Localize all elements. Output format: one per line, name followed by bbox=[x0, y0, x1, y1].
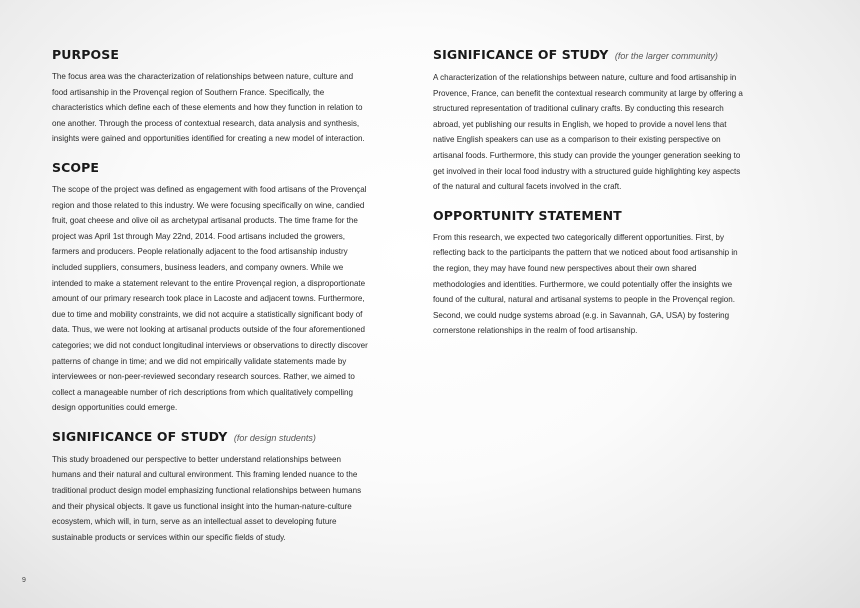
significance-community-subheading: (for the larger community) bbox=[614, 51, 718, 61]
significance-community-section bbox=[433, 46, 749, 195]
significance-students-body: This study broadened our perspective to better understand relationships between humans and their natural and cultural environment. This framing lended nuance to the traditional product design model emphasizing functional relationships between humans and their physical objects. It gave us functional insight into the human-nature-culture ecosystem, which will, in turn, serve as an intellectual asset to developing future sustainable products or services within our specific fields of study. bbox=[52, 454, 362, 542]
significance-community-body: A characterization of the relationships between nature, culture and food artisanship in Provence, France, can benefit the contextual research community at large by offering a structured representation of traditional culinary crafts. By conducting this research abroad, yet publishing our results in English, we hoped to provide a novel lens that native English speakers can use as a comparison to their existing perspective on artisanal foods. Furthermore, this study can provide the younger generation seeking to get involved in their local food industry with a structured guide highlighting key aspects of the natural and cultural facets involved in the craft. bbox=[433, 73, 743, 192]
scope-heading-text: SCOPE bbox=[52, 159, 100, 175]
purpose-heading bbox=[52, 46, 370, 64]
purpose-section bbox=[52, 46, 370, 147]
opportunity-section bbox=[433, 207, 749, 339]
purpose-body: The focus area was the characterization of relationships between nature, culture and food artisanship in the Provençal region of Southern France. Specifically, the characteristics which define each of these elements and how they function in relation to one another. Through the process of contextual research, data analysis and synthesis, insights were gained and opportunities identified for creating a new model of interaction. bbox=[52, 72, 365, 144]
significance-students-heading bbox=[52, 428, 370, 447]
left-column bbox=[52, 46, 370, 557]
significance-students-heading-text: SIGNIFICANCE OF STUDY bbox=[52, 428, 228, 444]
purpose-heading-text: PURPOSE bbox=[52, 47, 119, 62]
opportunity-heading bbox=[433, 207, 749, 225]
significance-students-subheading: (for design students) bbox=[233, 432, 316, 443]
page-number: 9 bbox=[22, 577, 26, 584]
significance-community-heading-text: SIGNIFICANCE OF STUDY bbox=[433, 47, 609, 62]
scope-body: The scope of the project was defined as engagement with food artisans of the Provençal region and those related to this industry. We were focusing specifically on wine, candied fruit, goat cheese and olive oil as archetypal artisanal products. The time frame for the project was April 1st through May 22nd, 2014. Food artisans included the growers, farmers and producers. People relationally adjacent to the food artisanship industry included suppliers, consumers, business leaders, and company owners. While we intended to make a statement relevant to the entire Provençal region, a disproportionate amount of our primary research took place in Lacoste and adjacent towns. Furthermore, due to time and mobility constraints, we did not acquire a statistically significant body of data. Thus, we were not looking at artisanal products outside of the four aforementioned categories; we did not conduct longitudinal interviews or observations to directly discover patterns of change in time; and we did not empirically validate statements made by interviewees or non-peer-reviewed secondary research sources. Rather, we aimed to collect a manageable number of rich descriptions from which qualitatively compelling design opportunities could emerge. bbox=[52, 184, 368, 413]
opportunity-body: From this research, we expected two categorically different opportunities. First, by reflecting back to the participants the pattern that we noticed about food artisanship in the region, they may have found new perspectives about their own shared methodologies and identities. Furthermore, we could potentially offer the insights we found of the cultural, natural and artisanal systems to people in the Provençal region. Second, we could nudge systems abroad (e.g. in Savannah, GA, USA) by fostering cornerstone relationships in the realm of food artisanship. bbox=[433, 232, 738, 336]
right-column bbox=[433, 46, 749, 351]
significance-community-heading bbox=[433, 46, 749, 65]
scope-section bbox=[52, 159, 370, 416]
significance-students-section bbox=[52, 428, 370, 546]
scope-heading bbox=[52, 159, 370, 177]
opportunity-heading-text: OPPORTUNITY STATEMENT bbox=[433, 207, 622, 223]
